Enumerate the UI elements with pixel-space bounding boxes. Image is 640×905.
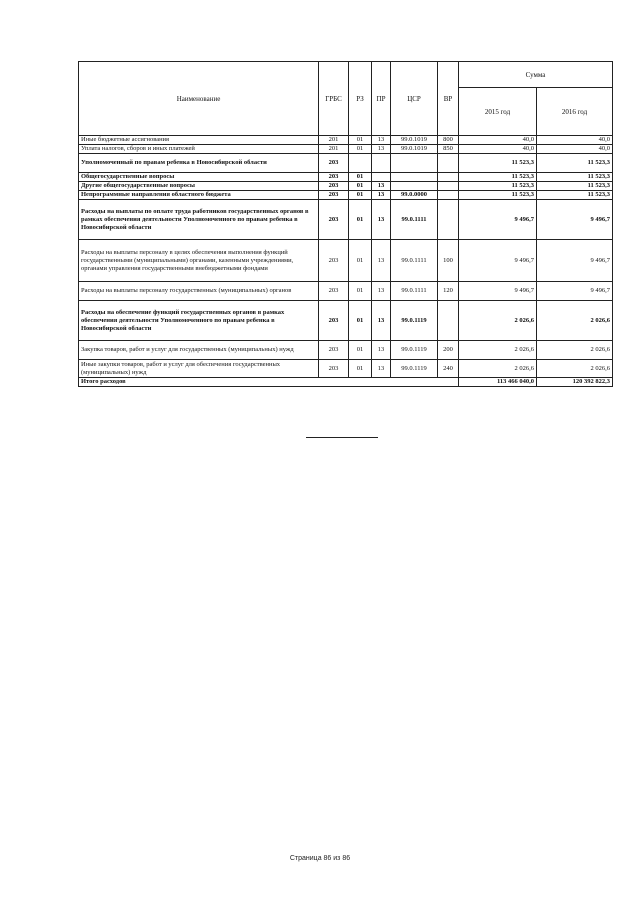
cell-csr: 99.0.1111 <box>391 240 438 282</box>
cell-sum-2016: 11 523,3 <box>537 154 613 173</box>
header-grbs: ГРБС <box>319 62 349 136</box>
cell-sum-2015: 2 026,6 <box>459 360 537 378</box>
cell-grbs: 201 <box>319 136 349 145</box>
cell-pr <box>372 154 391 173</box>
header-pr: ПР <box>372 62 391 136</box>
cell-pr: 13 <box>372 145 391 154</box>
cell-sum-2016: 9 496,7 <box>537 200 613 240</box>
cell-sum-2015: 40,0 <box>459 145 537 154</box>
table-row <box>79 200 613 240</box>
cell-sum-2015: 11 523,3 <box>459 173 537 182</box>
cell-vr <box>438 173 459 182</box>
cell-sum-2015: 40,0 <box>459 136 537 145</box>
header-vr: ВР <box>438 62 459 136</box>
cell-name: Непрограммные направления областного бюджета <box>79 191 319 200</box>
cell-csr: 99.0.1111 <box>391 282 438 301</box>
cell-grbs: 203 <box>319 301 349 341</box>
cell-sum-2016: 11 523,3 <box>537 173 613 182</box>
cell-sum-2016: 11 523,3 <box>537 191 613 200</box>
header-rz: РЗ <box>349 62 372 136</box>
cell-pr: 13 <box>372 191 391 200</box>
cell-grbs: 203 <box>319 182 349 191</box>
header-year-2016: 2016 год <box>537 88 613 136</box>
cell-sum-2016: 2 026,6 <box>537 341 613 360</box>
table-row <box>79 301 613 341</box>
cell-vr <box>438 191 459 200</box>
cell-pr: 13 <box>372 200 391 240</box>
cell-grbs: 203 <box>319 360 349 378</box>
end-rule <box>306 437 378 438</box>
cell-rz: 01 <box>349 301 372 341</box>
cell-rz: 01 <box>349 200 372 240</box>
header-name: Наименование <box>79 62 319 136</box>
cell-vr: 120 <box>438 282 459 301</box>
cell-pr: 13 <box>372 360 391 378</box>
cell-sum-2016: 11 523,3 <box>537 182 613 191</box>
cell-vr: 850 <box>438 145 459 154</box>
total-y2016: 120 392 822,3 <box>537 378 613 387</box>
table-row <box>79 173 613 182</box>
cell-csr: 99.0.1119 <box>391 341 438 360</box>
total-label: Итого расходов <box>79 378 459 387</box>
cell-sum-2016: 9 496,7 <box>537 240 613 282</box>
cell-pr: 13 <box>372 136 391 145</box>
budget-table <box>78 61 613 387</box>
cell-rz <box>349 154 372 173</box>
cell-vr: 100 <box>438 240 459 282</box>
cell-pr: 13 <box>372 301 391 341</box>
cell-sum-2015: 9 496,7 <box>459 200 537 240</box>
cell-grbs: 203 <box>319 191 349 200</box>
cell-vr <box>438 200 459 240</box>
table-row <box>79 191 613 200</box>
cell-vr <box>438 154 459 173</box>
cell-name: Закупка товаров, работ и услуг для государственных (муниципальных) нужд <box>79 341 319 360</box>
cell-vr: 200 <box>438 341 459 360</box>
cell-name: Иные бюджетные ассигнования <box>79 136 319 145</box>
cell-grbs: 203 <box>319 341 349 360</box>
cell-name: Расходы на выплаты по оплате труда работников государственных органов в рамках обеспечения деятельности Уполномоченного по правам ребенка в Новосибирской области <box>79 200 319 240</box>
cell-sum-2016: 40,0 <box>537 136 613 145</box>
table-row <box>79 154 613 173</box>
cell-vr <box>438 182 459 191</box>
cell-pr: 13 <box>372 182 391 191</box>
cell-sum-2015: 11 523,3 <box>459 154 537 173</box>
table-row <box>79 341 613 360</box>
cell-rz: 01 <box>349 191 372 200</box>
cell-sum-2016: 40,0 <box>537 145 613 154</box>
total-row <box>79 378 613 387</box>
total-y2015: 113 466 040,0 <box>459 378 537 387</box>
table-row <box>79 145 613 154</box>
cell-name: Расходы на выплаты персоналу в целях обеспечения выполнения функций государственными (муниципальными) органами, казенными учреждениями, органами управления государственными внебюджетными фондами <box>79 240 319 282</box>
cell-sum-2015: 11 523,3 <box>459 191 537 200</box>
cell-pr: 13 <box>372 240 391 282</box>
table-row <box>79 282 613 301</box>
header-sum: Сумма <box>459 62 613 88</box>
cell-csr <box>391 154 438 173</box>
cell-rz: 01 <box>349 282 372 301</box>
cell-sum-2016: 2 026,6 <box>537 301 613 341</box>
cell-name: Общегосударственные вопросы <box>79 173 319 182</box>
header-csr: ЦСР <box>391 62 438 136</box>
cell-csr: 99.0.1111 <box>391 200 438 240</box>
cell-vr: 800 <box>438 136 459 145</box>
cell-rz: 01 <box>349 341 372 360</box>
page-footer: Страница 86 из 86 <box>289 855 351 862</box>
cell-name: Иные закупки товаров, работ и услуг для обеспечения государственных (муниципальных) нужд <box>79 360 319 378</box>
header-year-2015: 2015 год <box>459 88 537 136</box>
cell-grbs: 203 <box>319 240 349 282</box>
cell-name: Расходы на выплаты персоналу государственных (муниципальных) органов <box>79 282 319 301</box>
cell-name: Другие общегосударственные вопросы <box>79 182 319 191</box>
cell-rz: 01 <box>349 145 372 154</box>
cell-grbs: 203 <box>319 200 349 240</box>
cell-sum-2015: 9 496,7 <box>459 240 537 282</box>
cell-csr: 99.0.1019 <box>391 145 438 154</box>
cell-vr <box>438 301 459 341</box>
cell-grbs: 203 <box>319 282 349 301</box>
cell-csr: 99.0.1119 <box>391 360 438 378</box>
cell-pr <box>372 173 391 182</box>
cell-name: Уплата налогов, сборов и иных платежей <box>79 145 319 154</box>
cell-name: Расходы на обеспечение функций государственных органов в рамках обеспечения деятельности Уполномоченного по правам ребенка в Новосибирской области <box>79 301 319 341</box>
cell-csr: 99.0.1119 <box>391 301 438 341</box>
cell-rz: 01 <box>349 360 372 378</box>
cell-rz: 01 <box>349 136 372 145</box>
cell-csr <box>391 173 438 182</box>
table-body <box>79 136 613 387</box>
cell-sum-2015: 11 523,3 <box>459 182 537 191</box>
table-row <box>79 136 613 145</box>
cell-csr <box>391 182 438 191</box>
cell-sum-2016: 2 026,6 <box>537 360 613 378</box>
cell-grbs: 203 <box>319 154 349 173</box>
cell-grbs: 203 <box>319 173 349 182</box>
cell-vr: 240 <box>438 360 459 378</box>
cell-sum-2015: 2 026,6 <box>459 301 537 341</box>
table-row <box>79 360 613 378</box>
cell-sum-2015: 2 026,6 <box>459 341 537 360</box>
cell-sum-2015: 9 496,7 <box>459 282 537 301</box>
cell-rz: 01 <box>349 240 372 282</box>
table-row <box>79 182 613 191</box>
cell-csr: 99.0.0000 <box>391 191 438 200</box>
cell-name: Уполномоченный по правам ребенка в Новосибирской области <box>79 154 319 173</box>
cell-sum-2016: 9 496,7 <box>537 282 613 301</box>
cell-rz: 01 <box>349 173 372 182</box>
cell-rz: 01 <box>349 182 372 191</box>
cell-pr: 13 <box>372 341 391 360</box>
cell-csr: 99.0.1019 <box>391 136 438 145</box>
table-row <box>79 240 613 282</box>
cell-grbs: 201 <box>319 145 349 154</box>
cell-pr: 13 <box>372 282 391 301</box>
